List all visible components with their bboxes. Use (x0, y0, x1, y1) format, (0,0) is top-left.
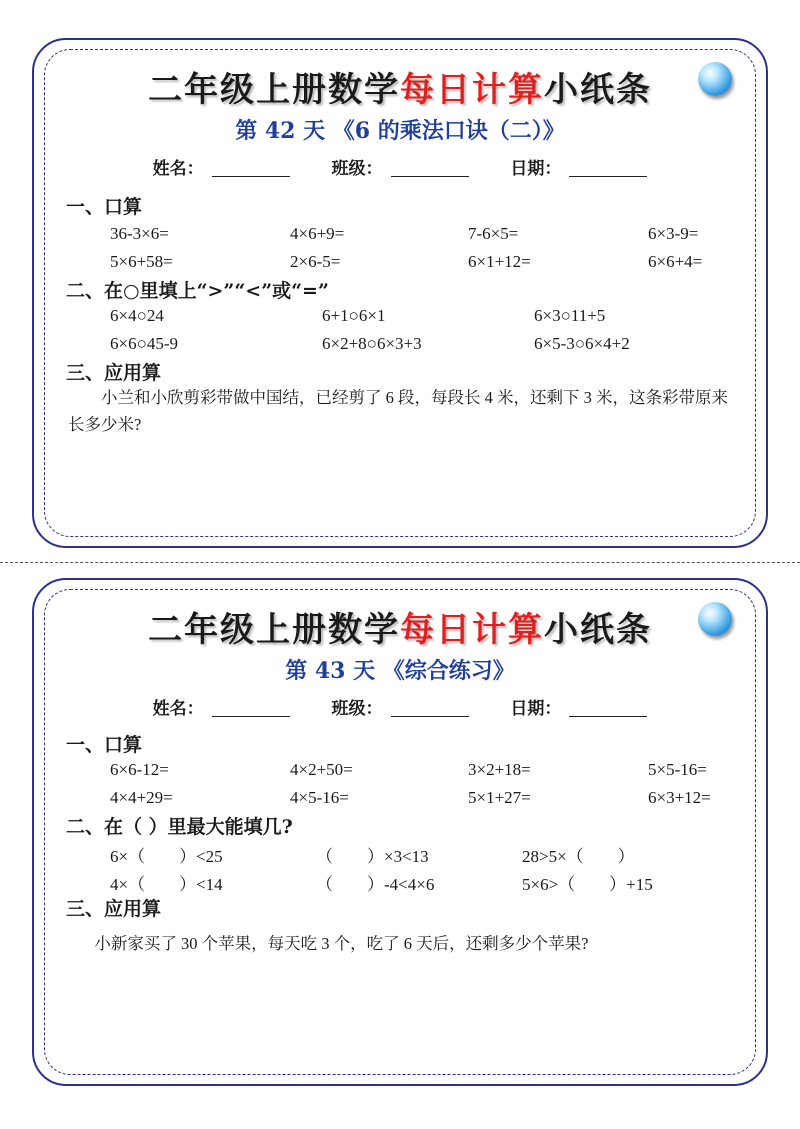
title-text-end: 小纸条 (544, 610, 652, 650)
problem: 6×6-12= (110, 760, 169, 779)
section-fill-blank: 二、在（ ）里最大能填几? (66, 816, 293, 838)
class-blank[interactable] (391, 702, 469, 717)
blue-ball-icon (698, 62, 732, 96)
date-label: 日期： (510, 699, 562, 719)
card-title (34, 62, 766, 111)
problem: 2×6-5= (290, 252, 341, 271)
date-blank[interactable] (569, 162, 647, 177)
class-field[interactable] (332, 694, 469, 719)
problem: 5×5-16= (648, 760, 707, 779)
name-label: 姓名： (152, 159, 204, 179)
problem: 3×2+18= (468, 760, 531, 779)
name-label: 姓名： (152, 699, 204, 719)
fill-item[interactable]: 6×（ ）<25 (110, 847, 223, 866)
word-problem-text: 小新家买了 30 个苹果，每天吃 3 个，吃了 6 天后，还剩多少个苹果? (94, 934, 589, 953)
section-word-problem: 三、应用算 (66, 898, 162, 920)
problem: 6×3-9= (648, 224, 699, 243)
compare-item: 6×2+8○6×3+3 (322, 334, 422, 353)
section-oral: 一、口算 (66, 196, 143, 218)
problem: 4×5-16= (290, 788, 349, 807)
student-info-row (34, 694, 766, 719)
fill-item[interactable]: 28>5×（ ） (522, 847, 635, 866)
name-field[interactable] (153, 154, 290, 179)
title-highlight: 每日计算 (400, 610, 544, 650)
title-text: 二年级上册数学 (148, 70, 400, 110)
problem: 7-6×5= (468, 224, 519, 243)
name-blank[interactable] (212, 162, 290, 177)
section-compare: 二、在○里填上“>”“<”或“=” (66, 280, 329, 302)
fill-item[interactable]: 5×6>（ ）+15 (522, 875, 653, 894)
compare-item: 6×5-3○6×4+2 (534, 334, 630, 353)
blue-ball-icon (698, 602, 732, 636)
fill-item[interactable]: （ ）-4<4×6 (316, 875, 435, 894)
section-oral: 一、口算 (66, 734, 143, 756)
problem: 5×6+58= (110, 252, 173, 271)
date-blank[interactable] (569, 702, 647, 717)
problem: 6×6+4= (648, 252, 703, 271)
problem: 5×1+27= (468, 788, 531, 807)
cut-line (0, 562, 800, 563)
compare-item: 6×3○11+5 (534, 306, 606, 325)
problem: 6×1+12= (468, 252, 531, 271)
title-text: 二年级上册数学 (148, 610, 400, 650)
worksheet-card-day-43 (32, 578, 768, 1086)
date-field[interactable] (510, 154, 647, 179)
fill-item[interactable]: 4×（ ）<14 (110, 875, 223, 894)
class-label: 班级： (331, 159, 383, 179)
student-info-row (34, 154, 766, 179)
compare-item: 6×6○45-9 (110, 334, 179, 353)
title-text-end: 小纸条 (544, 70, 652, 110)
compare-item: 6+1○6×1 (322, 306, 386, 325)
date-field[interactable] (510, 694, 647, 719)
card-title (34, 602, 766, 651)
problem: 4×4+29= (110, 788, 173, 807)
class-field[interactable] (332, 154, 469, 179)
day-subtitle: 第 42 天 《6 的乘法口诀（二）》 (235, 118, 565, 144)
name-blank[interactable] (212, 702, 290, 717)
worksheet-card-day-42 (32, 38, 768, 548)
problem: 6×3+12= (648, 788, 711, 807)
compare-item: 6×4○24 (110, 306, 164, 325)
problem: 4×6+9= (290, 224, 345, 243)
class-blank[interactable] (391, 162, 469, 177)
title-highlight: 每日计算 (400, 70, 544, 110)
date-label: 日期： (510, 159, 562, 179)
day-subtitle: 第 43 天 《综合练习》 (285, 658, 515, 684)
problem: 36-3×6= (110, 224, 169, 243)
section-word-problem: 三、应用算 (66, 362, 162, 384)
name-field[interactable] (153, 694, 290, 719)
fill-item[interactable]: （ ）×3<13 (316, 847, 429, 866)
problem: 4×2+50= (290, 760, 353, 779)
word-problem-text: 小兰和小欣剪彩带做中国结，已经剪了 6 段，每段长 4 米，还剩下 3 米，这条彩带原来长多少米? (68, 388, 728, 434)
class-label: 班级： (331, 699, 383, 719)
